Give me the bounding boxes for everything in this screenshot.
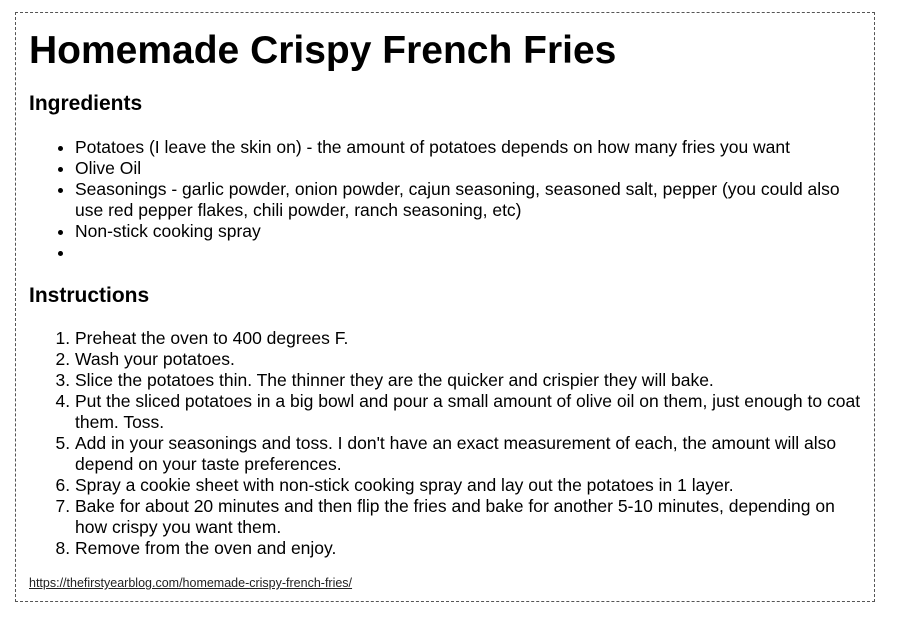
instruction-step: 2. Wash your potatoes.	[75, 349, 866, 370]
instruction-step: 8. Remove from the oven and enjoy.	[75, 538, 866, 559]
source-link[interactable]: https://thefirstyearblog.com/homemade-crispy-french-fries/	[29, 576, 353, 590]
instruction-step: 5. Add in your seasonings and toss. I don't have an exact measurement of each, the amount will also depend on your taste preferences.	[75, 433, 866, 475]
recipe-title: Homemade Crispy French Fries	[29, 29, 617, 72]
ingredient-item: • Olive Oil	[75, 158, 866, 179]
ingredients-list	[16, 137, 866, 263]
instruction-step: 4. Put the sliced potatoes in a big bowl and pour a small amount of olive oil on them, just enough to coat them. Toss.	[75, 391, 866, 433]
instruction-step: 7. Bake for about 20 minutes and then flip the fries and bake for another 5-10 minutes, depending on how crispy you want them.	[75, 496, 866, 538]
instruction-step: 3. Slice the potatoes thin. The thinner they are the quicker and crispier they will bake.	[75, 370, 866, 391]
ingredient-item: • Seasonings - garlic powder, onion powder, cajun seasoning, seasoned salt, pepper (you could also use red pepper flakes, chili powder, ranch seasoning, etc)	[75, 179, 866, 221]
instruction-step: 1. Preheat the oven to 400 degrees F.	[75, 328, 866, 349]
ingredient-item: • Non-stick cooking spray	[75, 221, 866, 242]
instruction-step: 6. Spray a cookie sheet with non-stick cooking spray and lay out the potatoes in 1 layer.	[75, 475, 866, 496]
recipe-card	[15, 12, 875, 602]
instructions-list	[16, 328, 866, 559]
ingredient-item-empty	[75, 242, 866, 263]
instructions-heading: Instructions	[29, 284, 150, 307]
ingredient-item: • Potatoes (I leave the skin on) - the amount of potatoes depends on how many fries you want	[75, 137, 866, 158]
ingredients-heading: Ingredients	[29, 92, 143, 115]
